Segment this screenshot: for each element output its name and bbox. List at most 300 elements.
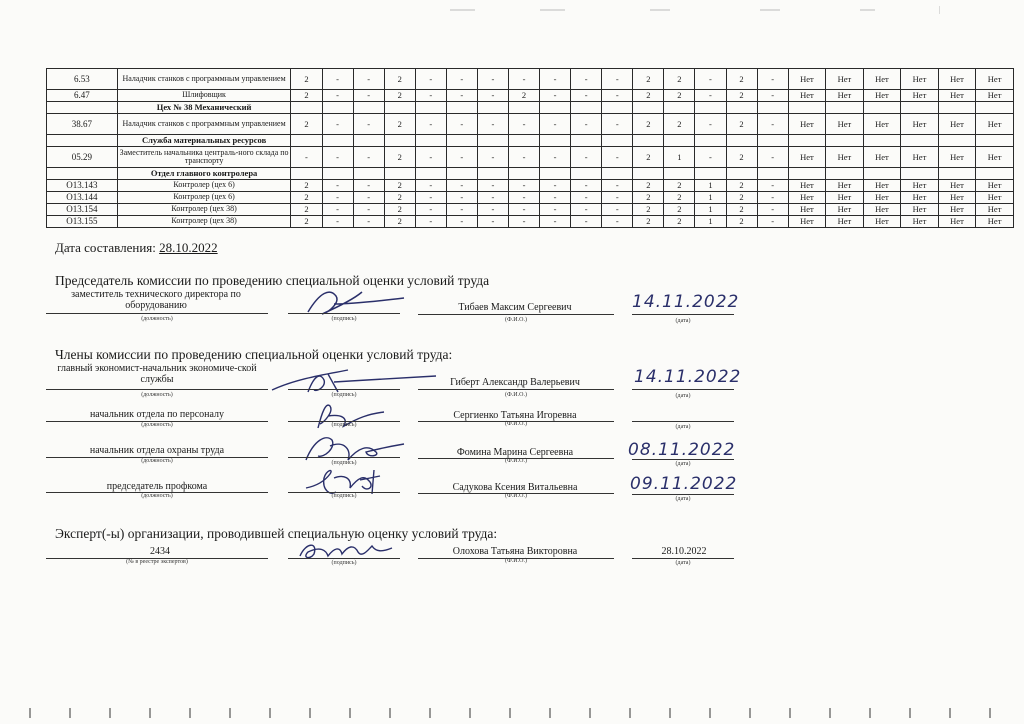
value-cell: Нет <box>938 204 976 216</box>
workplace-code: 6.53 <box>47 69 118 90</box>
empty-cell <box>695 135 726 147</box>
value-cell: - <box>446 192 477 204</box>
member-4-fio-caption: (Ф.И.О.) <box>505 493 527 499</box>
empty-cell <box>353 168 384 180</box>
value-cell: 1 <box>695 204 726 216</box>
value-cell: - <box>322 69 353 90</box>
value-cell: Нет <box>901 147 939 168</box>
value-cell: Нет <box>788 114 826 135</box>
value-cell: - <box>353 192 384 204</box>
value-cell: - <box>446 180 477 192</box>
value-cell: - <box>415 69 446 90</box>
value-cell: 2 <box>664 204 695 216</box>
value-cell: - <box>571 180 602 192</box>
value-cell: - <box>508 69 539 90</box>
workplace-code: О13.154 <box>47 204 118 216</box>
empty-cell <box>826 168 864 180</box>
table-row <box>47 90 1014 102</box>
value-cell: Нет <box>863 192 901 204</box>
empty-cell <box>938 168 976 180</box>
value-cell: 2 <box>664 90 695 102</box>
value-cell: - <box>540 216 571 228</box>
empty-cell <box>788 102 826 114</box>
workplace-code: 38.67 <box>47 114 118 135</box>
value-cell: - <box>540 114 571 135</box>
value-cell: Нет <box>976 69 1014 90</box>
value-cell: - <box>508 216 539 228</box>
value-cell: - <box>415 114 446 135</box>
value-cell: - <box>322 192 353 204</box>
value-cell: Нет <box>826 192 864 204</box>
chair-date-caption: (дата) <box>675 318 691 324</box>
empty-cell <box>664 102 695 114</box>
value-cell: - <box>602 204 633 216</box>
value-cell: Нет <box>901 216 939 228</box>
members-heading: Члены комиссии по проведению специальной оценки условий труда: <box>55 347 453 362</box>
value-cell: 2 <box>726 114 757 135</box>
value-cell: 2 <box>726 192 757 204</box>
value-cell: - <box>571 204 602 216</box>
value-cell: 2 <box>291 180 322 192</box>
value-cell: Нет <box>976 204 1014 216</box>
value-cell: 2 <box>633 180 664 192</box>
value-cell: - <box>602 114 633 135</box>
value-cell: - <box>477 147 508 168</box>
value-cell: Нет <box>901 180 939 192</box>
empty-cell <box>938 102 976 114</box>
empty-cell <box>633 102 664 114</box>
member-3-fio-caption: (Ф.И.О.) <box>505 458 527 464</box>
value-cell: - <box>446 90 477 102</box>
value-cell: - <box>477 180 508 192</box>
workplace-name: Контролер (цех 6) <box>117 192 291 204</box>
empty-cell <box>508 102 539 114</box>
value-cell: 2 <box>291 90 322 102</box>
workplace-code: 6.47 <box>47 90 118 102</box>
value-cell: 2 <box>633 192 664 204</box>
value-cell: - <box>508 180 539 192</box>
empty-cell <box>415 168 446 180</box>
empty-cell <box>446 135 477 147</box>
value-cell: Нет <box>976 192 1014 204</box>
empty-cell <box>976 135 1014 147</box>
section-code-cell <box>47 102 118 114</box>
workplace-name: Шлифовщик <box>117 90 291 102</box>
value-cell: - <box>508 192 539 204</box>
value-cell: - <box>571 147 602 168</box>
empty-cell <box>901 135 939 147</box>
value-cell: 2 <box>664 192 695 204</box>
workplace-code: О13.155 <box>47 216 118 228</box>
workplace-code: О13.144 <box>47 192 118 204</box>
value-cell: - <box>353 216 384 228</box>
value-cell: - <box>571 114 602 135</box>
member-2-date-caption: (дата) <box>675 424 691 430</box>
value-cell: Нет <box>826 216 864 228</box>
workplace-code: О13.143 <box>47 180 118 192</box>
value-cell: - <box>415 204 446 216</box>
empty-cell <box>571 102 602 114</box>
workplace-name: Контролер (цех 38) <box>117 204 291 216</box>
value-cell: - <box>540 180 571 192</box>
value-cell: Нет <box>826 204 864 216</box>
member-3-hand-date: 08.11.2022 <box>628 440 736 460</box>
value-cell: - <box>508 147 539 168</box>
value-cell: Нет <box>788 180 826 192</box>
member-2-signature-caption: (подпись) <box>331 422 357 428</box>
value-cell: - <box>322 90 353 102</box>
value-cell: - <box>757 114 788 135</box>
value-cell: - <box>571 216 602 228</box>
value-cell: 2 <box>633 216 664 228</box>
empty-cell <box>788 168 826 180</box>
value-cell: - <box>353 90 384 102</box>
empty-cell <box>938 135 976 147</box>
workplace-name: Заместитель начальника централь-ного склада по транспорту <box>117 147 291 168</box>
value-cell: - <box>540 204 571 216</box>
workplace-name: Наладчик станков с программным управлением <box>117 69 291 90</box>
value-cell: - <box>415 216 446 228</box>
empty-cell <box>384 135 415 147</box>
workplace-name: Контролер (цех 38) <box>117 216 291 228</box>
value-cell: - <box>540 192 571 204</box>
value-cell: - <box>353 69 384 90</box>
empty-cell <box>322 102 353 114</box>
value-cell: Нет <box>976 114 1014 135</box>
compilation-date-label: Дата составления: <box>55 240 156 255</box>
expert-name: Олохова Татьяна Викторовна <box>452 546 578 557</box>
value-cell: Нет <box>938 147 976 168</box>
value-cell: 2 <box>384 114 415 135</box>
expert-date-caption: (дата) <box>675 560 691 566</box>
member-3-date-caption: (дата) <box>675 461 691 467</box>
chair-name: Тибаев Максим Сергеевич <box>458 302 572 313</box>
empty-cell <box>633 135 664 147</box>
value-cell: - <box>291 147 322 168</box>
empty-cell <box>664 168 695 180</box>
member-3-signature-caption: (подпись) <box>331 460 357 466</box>
table-row <box>47 147 1014 168</box>
value-cell: 2 <box>384 69 415 90</box>
empty-cell <box>353 102 384 114</box>
chair-fio-caption: (Ф.И.О.) <box>505 317 527 323</box>
member-1-fio-caption: (Ф.И.О.) <box>505 392 527 398</box>
compilation-date <box>55 240 218 256</box>
member-2-position-caption: (должность) <box>141 422 173 428</box>
value-cell: 2 <box>726 216 757 228</box>
value-cell: - <box>446 147 477 168</box>
value-cell: Нет <box>826 90 864 102</box>
empty-cell <box>976 102 1014 114</box>
value-cell: 2 <box>664 69 695 90</box>
value-cell: - <box>477 114 508 135</box>
empty-cell <box>863 102 901 114</box>
value-cell: Нет <box>826 147 864 168</box>
empty-cell <box>602 135 633 147</box>
empty-cell <box>415 135 446 147</box>
member-2-position: начальник отдела по персоналу <box>89 409 225 420</box>
value-cell: - <box>602 69 633 90</box>
expert-date: 28.10.2022 <box>661 546 707 557</box>
empty-cell <box>446 102 477 114</box>
value-cell: Нет <box>863 114 901 135</box>
member-1-hand-date: 14.11.2022 <box>634 367 742 387</box>
value-cell: - <box>322 114 353 135</box>
expert-heading: Эксперт(-ы) организации, проводившей специальную оценку условий труда: <box>55 526 498 541</box>
value-cell: 2 <box>633 147 664 168</box>
value-cell: - <box>353 114 384 135</box>
empty-cell <box>291 168 322 180</box>
value-cell: Нет <box>788 216 826 228</box>
value-cell: - <box>695 69 726 90</box>
value-cell: - <box>695 114 726 135</box>
value-cell: 2 <box>726 180 757 192</box>
member-4-hand-date: 09.11.2022 <box>630 474 738 494</box>
value-cell: Нет <box>901 90 939 102</box>
empty-cell <box>757 135 788 147</box>
scan-marks-top <box>380 6 940 16</box>
empty-cell <box>540 135 571 147</box>
member-1-position: главный экономист-начальник экономиче-ской службы <box>57 363 257 385</box>
expert-fio-caption: (Ф.И.О.) <box>505 558 527 564</box>
value-cell: - <box>415 147 446 168</box>
empty-cell <box>826 135 864 147</box>
empty-cell <box>633 168 664 180</box>
table-row <box>47 114 1014 135</box>
value-cell: Нет <box>938 180 976 192</box>
value-cell: Нет <box>938 216 976 228</box>
value-cell: 2 <box>726 69 757 90</box>
value-cell: 2 <box>384 147 415 168</box>
member-1-date-caption: (дата) <box>675 393 691 399</box>
value-cell: 2 <box>508 90 539 102</box>
empty-cell <box>602 102 633 114</box>
value-cell: Нет <box>863 147 901 168</box>
value-cell: Нет <box>788 90 826 102</box>
value-cell: Нет <box>788 147 826 168</box>
value-cell: - <box>508 204 539 216</box>
value-cell: - <box>477 69 508 90</box>
member-2-fio-caption: (Ф.И.О.) <box>505 421 527 427</box>
compilation-date-value: 28.10.2022 <box>159 240 218 255</box>
value-cell: Нет <box>938 69 976 90</box>
value-cell: 2 <box>291 114 322 135</box>
value-cell: 2 <box>384 192 415 204</box>
value-cell: - <box>322 204 353 216</box>
value-cell: Нет <box>863 90 901 102</box>
value-cell: - <box>602 180 633 192</box>
empty-cell <box>726 102 757 114</box>
value-cell: - <box>353 204 384 216</box>
value-cell: Нет <box>901 204 939 216</box>
value-cell: - <box>757 180 788 192</box>
empty-cell <box>291 135 322 147</box>
value-cell: 1 <box>695 180 726 192</box>
value-cell: 2 <box>633 114 664 135</box>
empty-cell <box>826 102 864 114</box>
member-4-position: председатель профкома <box>106 481 208 492</box>
section-code-cell <box>47 135 118 147</box>
value-cell: - <box>602 216 633 228</box>
empty-cell <box>477 168 508 180</box>
empty-cell <box>508 168 539 180</box>
value-cell: - <box>540 69 571 90</box>
workplace-code: 05.29 <box>47 147 118 168</box>
empty-cell <box>477 102 508 114</box>
member-1-name: Гиберт Александр Валерьевич <box>450 377 580 388</box>
empty-cell <box>757 168 788 180</box>
empty-cell <box>291 102 322 114</box>
value-cell: 2 <box>384 90 415 102</box>
empty-cell <box>353 135 384 147</box>
empty-cell <box>901 168 939 180</box>
value-cell: - <box>695 90 726 102</box>
empty-cell <box>571 168 602 180</box>
empty-cell <box>726 135 757 147</box>
section-row <box>47 135 1014 147</box>
section-title: Цех № 38 Механический <box>117 102 291 114</box>
value-cell: 2 <box>633 90 664 102</box>
empty-cell <box>384 168 415 180</box>
chair-position: заместитель технического директора по оборудованию <box>71 289 241 311</box>
value-cell: 2 <box>633 204 664 216</box>
empty-cell <box>695 168 726 180</box>
member-4-position-caption: (должность) <box>141 493 173 499</box>
value-cell: Нет <box>938 90 976 102</box>
value-cell: Нет <box>788 192 826 204</box>
value-cell: - <box>602 147 633 168</box>
empty-cell <box>571 135 602 147</box>
value-cell: - <box>571 192 602 204</box>
empty-cell <box>415 102 446 114</box>
value-cell: - <box>757 192 788 204</box>
value-cell: Нет <box>863 180 901 192</box>
expert-registry-number: 2434 <box>150 546 170 557</box>
value-cell: - <box>477 90 508 102</box>
value-cell: 2 <box>291 216 322 228</box>
value-cell: Нет <box>826 69 864 90</box>
value-cell: Нет <box>863 204 901 216</box>
value-cell: Нет <box>788 69 826 90</box>
chair-hand-date: 14.11.2022 <box>632 292 740 312</box>
empty-cell <box>540 168 571 180</box>
empty-cell <box>384 102 415 114</box>
empty-cell <box>863 135 901 147</box>
empty-cell <box>695 102 726 114</box>
value-cell: - <box>415 192 446 204</box>
value-cell: - <box>571 90 602 102</box>
value-cell: - <box>540 90 571 102</box>
value-cell: - <box>540 147 571 168</box>
value-cell: - <box>322 147 353 168</box>
value-cell: Нет <box>976 180 1014 192</box>
empty-cell <box>976 168 1014 180</box>
value-cell: 2 <box>726 204 757 216</box>
empty-cell <box>540 102 571 114</box>
value-cell: - <box>477 216 508 228</box>
value-cell: 2 <box>633 69 664 90</box>
member-4-date-caption: (дата) <box>675 496 691 502</box>
value-cell: - <box>477 192 508 204</box>
section-row <box>47 102 1014 114</box>
empty-cell <box>726 168 757 180</box>
member-1-signature-caption: (подпись) <box>331 392 357 398</box>
value-cell: - <box>322 180 353 192</box>
table-row <box>47 192 1014 204</box>
value-cell: - <box>477 204 508 216</box>
table-row <box>47 204 1014 216</box>
empty-cell <box>322 168 353 180</box>
value-cell: Нет <box>788 204 826 216</box>
value-cell: 2 <box>384 204 415 216</box>
section-title: Отдел главного контролера <box>117 168 291 180</box>
chair-position-caption: (должность) <box>141 316 173 322</box>
workplace-name: Наладчик станков с программным управлением <box>117 114 291 135</box>
value-cell: Нет <box>976 147 1014 168</box>
chair-heading: Председатель комиссии по проведению специальной оценки условий труда <box>55 273 490 288</box>
value-cell: Нет <box>938 114 976 135</box>
value-cell: Нет <box>863 216 901 228</box>
value-cell: 2 <box>664 216 695 228</box>
value-cell: - <box>757 147 788 168</box>
empty-cell <box>602 168 633 180</box>
value-cell: - <box>602 192 633 204</box>
section-row <box>47 168 1014 180</box>
empty-cell <box>508 135 539 147</box>
value-cell: - <box>757 69 788 90</box>
value-cell: Нет <box>863 69 901 90</box>
section-title: Служба материальных ресурсов <box>117 135 291 147</box>
value-cell: 1 <box>664 147 695 168</box>
value-cell: 2 <box>384 180 415 192</box>
member-1-position-caption: (должность) <box>141 392 173 398</box>
value-cell: Нет <box>976 90 1014 102</box>
value-cell: - <box>446 114 477 135</box>
value-cell: - <box>446 69 477 90</box>
results-table <box>46 68 1014 228</box>
empty-cell <box>322 135 353 147</box>
member-4-name: Садукова Ксения Витальевна <box>452 482 578 493</box>
value-cell: - <box>415 90 446 102</box>
member-2-name: Сергиенко Татьяна Игоревна <box>453 410 577 421</box>
table-row <box>47 216 1014 228</box>
value-cell: 2 <box>291 69 322 90</box>
section-code-cell <box>47 168 118 180</box>
value-cell: - <box>415 180 446 192</box>
value-cell: - <box>695 147 726 168</box>
value-cell: Нет <box>976 216 1014 228</box>
value-cell: 2 <box>384 216 415 228</box>
empty-cell <box>901 102 939 114</box>
value-cell: 2 <box>726 90 757 102</box>
member-3-position: начальник отдела охраны труда <box>89 445 225 456</box>
value-cell: Нет <box>938 192 976 204</box>
empty-cell <box>446 168 477 180</box>
empty-cell <box>664 135 695 147</box>
value-cell: - <box>602 90 633 102</box>
empty-cell <box>863 168 901 180</box>
value-cell: 1 <box>695 192 726 204</box>
chair-signature-caption: (подпись) <box>331 316 357 322</box>
value-cell: Нет <box>901 69 939 90</box>
value-cell: - <box>508 114 539 135</box>
expert-registry-caption: (№ в реестре экспертов) <box>126 559 188 565</box>
value-cell: - <box>446 216 477 228</box>
value-cell: - <box>353 180 384 192</box>
workplace-name: Контролер (цех 6) <box>117 180 291 192</box>
value-cell: 2 <box>664 114 695 135</box>
value-cell: - <box>757 204 788 216</box>
